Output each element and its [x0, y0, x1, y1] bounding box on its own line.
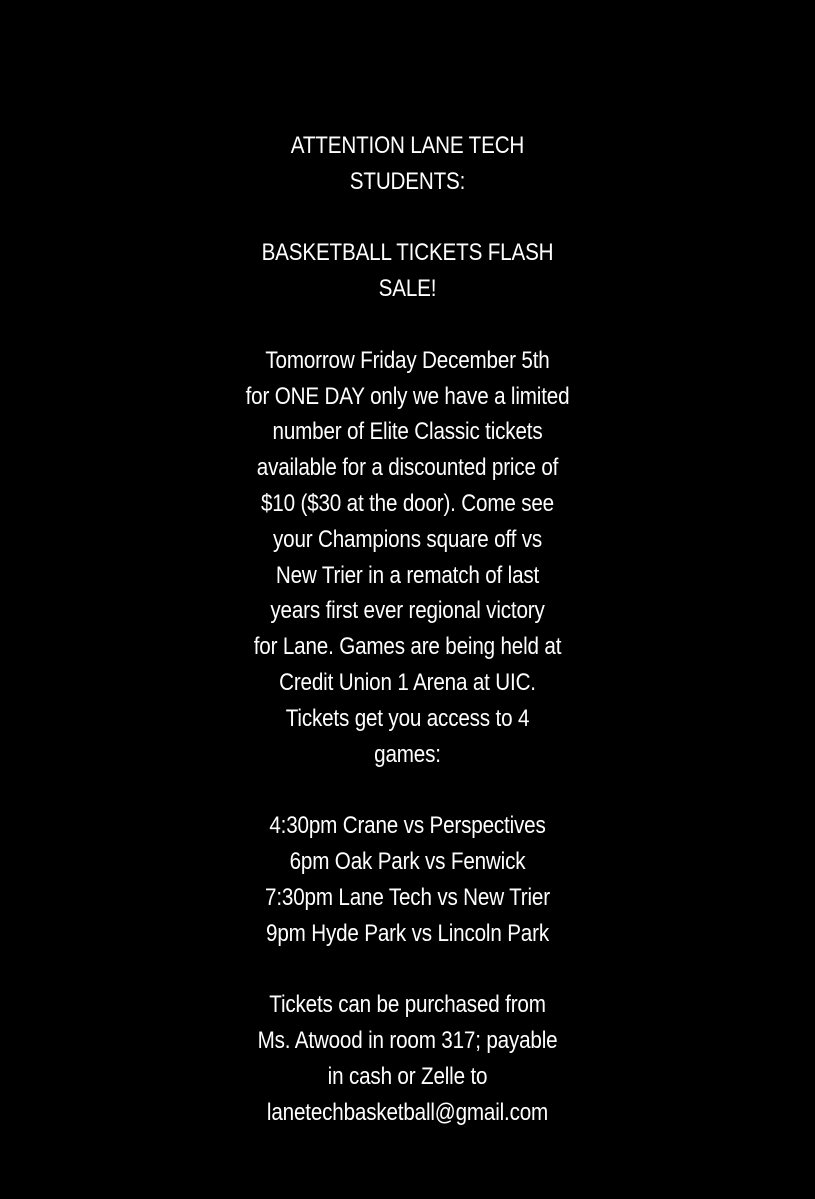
game-schedule-item: 4:30pm Crane vs Perspectives [269, 812, 546, 840]
body-line: New Trier in a rematch of last [275, 561, 540, 589]
body-line: your Champions square off vs [272, 525, 542, 553]
game-schedule-item: 9pm Hyde Park vs Lincoln Park [266, 919, 549, 947]
announcement-text [57, 128, 758, 1130]
headline-line-1: ATTENTION LANE TECH [290, 132, 525, 159]
body-line: Credit Union 1 Arena at UIC. [279, 668, 536, 696]
game-schedule-item: 7:30pm Lane Tech vs New Trier [265, 883, 550, 911]
body-line: games: [374, 740, 441, 768]
blank-line [57, 307, 758, 343]
body-line: for ONE DAY only we have a limited [245, 382, 570, 410]
contact-email: lanetechbasketball@gmail.com [266, 1098, 549, 1126]
body-line: for Lane. Games are being held at [253, 633, 562, 661]
blank-line [57, 772, 758, 808]
purchase-info-line: Tickets can be purchased from [269, 991, 546, 1019]
blank-line [57, 951, 758, 987]
body-line: years first ever regional victory [270, 597, 545, 625]
headline-line-2: STUDENTS: [349, 167, 466, 195]
subheadline-line-2: SALE! [378, 275, 437, 303]
body-line: available for a discounted price of [256, 454, 559, 482]
body-line: Tickets get you access to 4 [285, 704, 530, 732]
subheadline-line-1: BASKETBALL TICKETS FLASH [261, 239, 554, 267]
blank-line [57, 200, 758, 236]
purchase-info-line: Ms. Atwood in room 317; payable [257, 1026, 558, 1054]
body-line: number of Elite Classic tickets [272, 418, 543, 446]
purchase-info-line: in cash or Zelle to [327, 1062, 488, 1090]
body-line: $10 ($30 at the door). Come see [261, 489, 554, 517]
body-line: Tomorrow Friday December 5th [265, 346, 550, 374]
game-schedule-item: 6pm Oak Park vs Fenwick [289, 847, 526, 875]
